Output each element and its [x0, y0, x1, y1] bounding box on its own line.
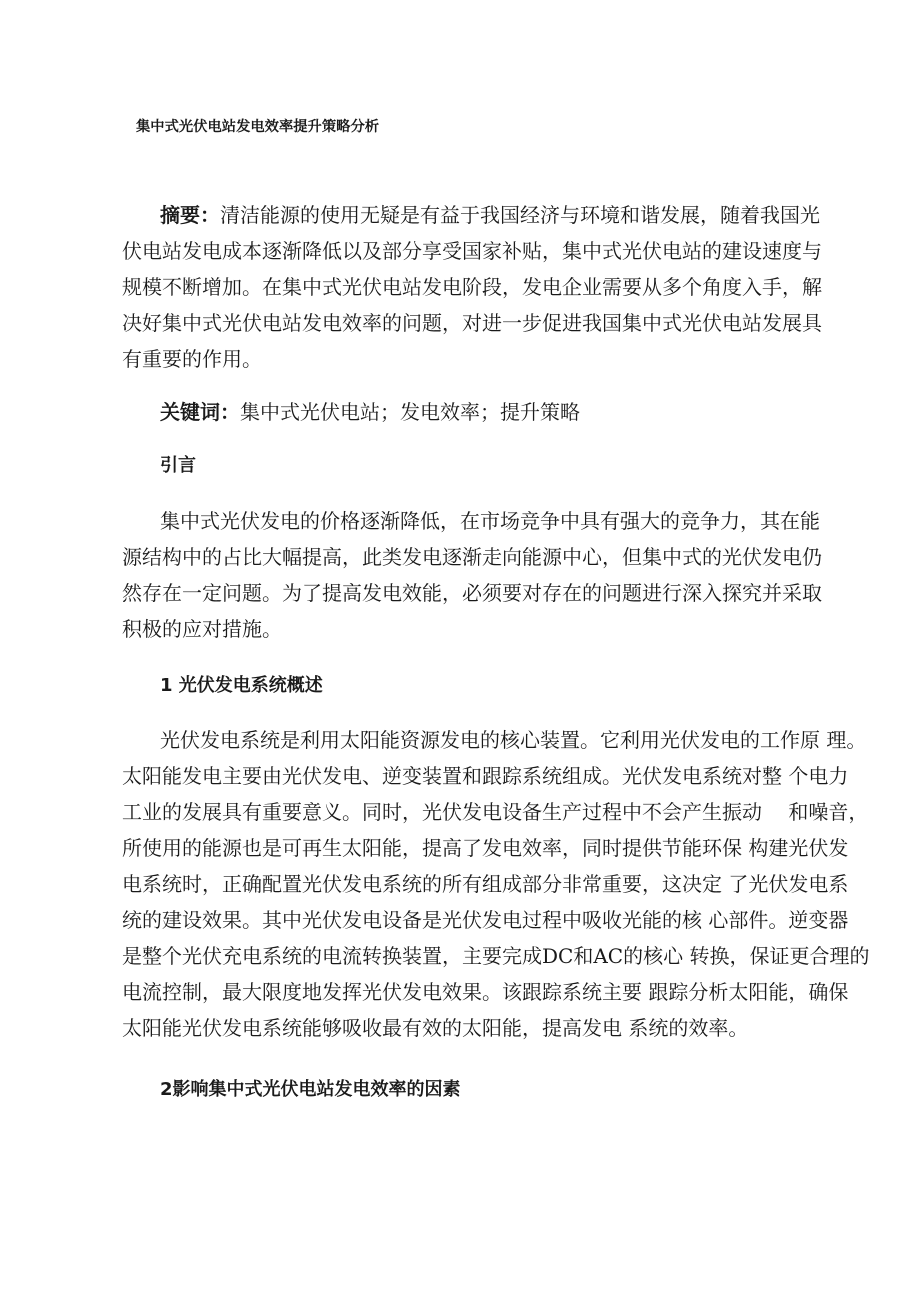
abstract-line	[160, 203, 820, 227]
intro-line: 集中式光伏发电的价格逐渐降低，在市场竞争中具有强大的竞争力，其在能	[160, 509, 820, 533]
abstract-label: 摘要：	[160, 203, 220, 227]
keywords	[160, 400, 580, 424]
intro-line: 源结构中的占比大幅提高，此类发电逐渐走向能源中心，但集中式的光伏发电仍	[122, 545, 822, 569]
section1-line: 光伏发电系统是利用太阳能资源发电的核心装置。它利用光伏发电的工作原 理。	[160, 728, 867, 752]
section1-line: 太阳能光伏发电系统能够吸收最有效的太阳能，提高发电 系统的效率。	[122, 1016, 749, 1040]
section1-line: 统的建设效果。其中光伏发电设备是光伏发电过程中吸收光能的核 心部件。逆变器	[122, 908, 849, 932]
abstract-line: 决好集中式光伏电站发电效率的问题，对进一步促进我国集中式光伏电站发展具	[122, 311, 822, 335]
document-title: 集中式光伏电站发电效率提升策略分析	[136, 119, 380, 135]
intro-line: 积极的应对措施。	[122, 617, 282, 641]
section1-heading: 1 光伏发电系统概述	[160, 675, 323, 696]
section1-line: 电系统时，正确配置光伏发电系统的所有组成部分非常重要，这决定 了光伏发电系	[122, 872, 849, 896]
section1-line: 工业的发展具有重要意义。同时，光伏发电设备生产过程中不会产生振动 和噪音，	[122, 800, 869, 824]
abstract-line: 规模不断增加。在集中式光伏电站发电阶段，发电企业需要从多个角度入手，解	[122, 275, 822, 299]
keywords-text: 集中式光伏电站；发电效率；提升策略	[240, 400, 580, 424]
section1-line: 是整个光伏充电系统的电流转换装置，主要完成DC和AC的核心 转换，保证更合理的	[122, 944, 870, 968]
section1-line: 电流控制，最大限度地发挥光伏发电效果。该跟踪系统主要 跟踪分析太阳能，确保	[122, 980, 849, 1004]
section1-line: 所使用的能源也是可再生太阳能，提高了发电效率，同时提供节能环保 构建光伏发	[122, 836, 849, 860]
keywords-label: 关键词：	[160, 400, 240, 424]
section1-line: 太阳能发电主要由光伏发电、逆变装置和跟踪系统组成。光伏发电系统对整 个电力	[122, 764, 849, 788]
abstract-text: 清洁能源的使用无疑是有益于我国经济与环境和谐发展，随着我国光	[220, 203, 820, 227]
abstract-line: 伏电站发电成本逐渐降低以及部分享受国家补贴，集中式光伏电站的建设速度与	[122, 239, 822, 263]
section2-heading: 2影响集中式光伏电站发电效率的因素	[160, 1079, 461, 1100]
intro-heading: 引言	[160, 455, 196, 476]
abstract-line: 有重要的作用。	[122, 347, 262, 371]
intro-line: 然存在一定问题。为了提高发电效能，必须要对存在的问题进行深入探究并采取	[122, 581, 822, 605]
